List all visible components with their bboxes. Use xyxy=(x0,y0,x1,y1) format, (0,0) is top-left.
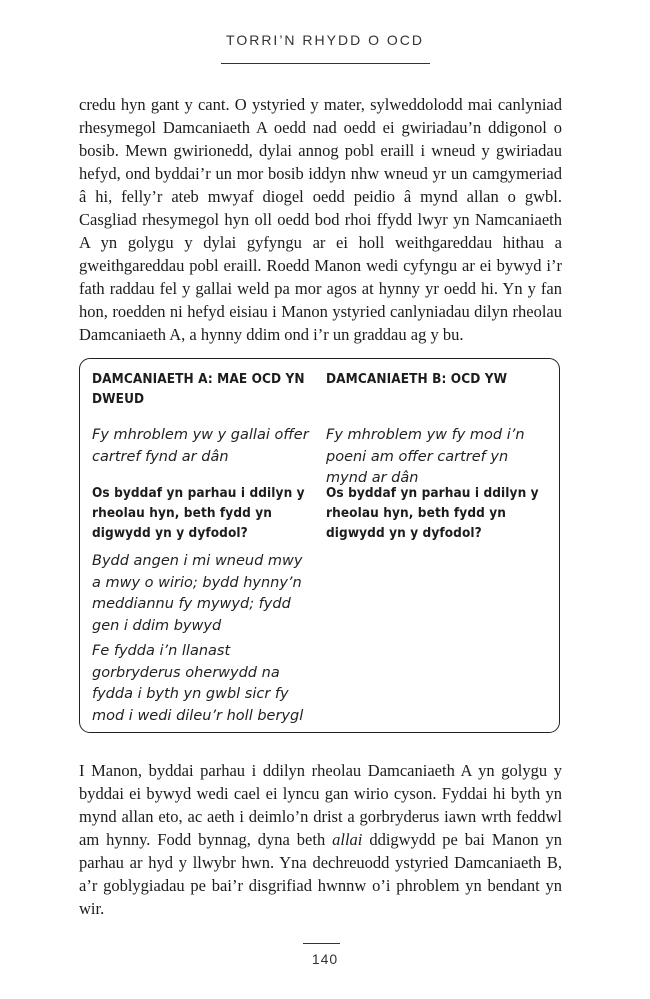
comparison-box xyxy=(79,358,560,733)
paragraph-2-text-a: I Manon, byddai parhau i ddilyn rheolau Damcaniaeth A yn golygu y byddai ei bywyd wedi cael ei lyncu gan wirio cyson. Fyddai hi byth yn mynd allan eto, ac aeth i deimlo’n drist a gorbryderus iawn wrth feddwl am hynny. Fodd bynnag, dyna beth xyxy=(79,761,562,849)
theory-a-answer-1: Bydd angen i mi wneud mwy a mwy o wirio; bydd hynny’n meddiannu fy mywyd; fydd gen i ddim bywyd xyxy=(92,553,303,634)
page-number: 140 xyxy=(311,951,339,967)
theory-a-heading: DAMCANIAETH A: MAE OCD YN DWEUD xyxy=(92,371,305,407)
running-title: TORRI’N RHYDD O OCD xyxy=(226,32,424,48)
theory-b-heading: DAMCANIAETH B: OCD YW xyxy=(326,371,508,387)
theory-b-question: Os byddaf yn parhau i ddilyn y rheolau hyn, beth fydd yn digwydd yn y dyfodol? xyxy=(326,485,539,541)
paragraph-2 xyxy=(79,759,562,920)
theory-a-question: Os byddaf yn parhau i ddilyn y rheolau hyn, beth fydd yn digwydd yn y dyfodol? xyxy=(92,485,305,541)
paragraph-1: credu hyn gant y cant. O ystyried y mater, sylweddolodd mai canlyniad rhesymegol Damcaniaeth A oedd nad oedd ei gwiriadau’n ddigonol o bosib. Mewn gwirionedd, dylai annog pobl eraill i wneud y gwiriadau hefyd, ond byddai’r un mor bosib iddyn nhw wneud yr un camgymeriad â hi, felly’r ateb mwyaf diogel oedd peidio â mynd allan o gwbl. Casgliad rhesymegol hyn oll oedd bod rhoi ffydd lwyr yn Namcaniaeth A yn golygu y dylai gyfyngu ar ei holl weithgareddau hithau a gweithgareddau pobl eraill. Roedd Manon wedi cyfyngu ar ei bywyd i’r fath raddau fel y gallai weld pa mor agos at hynny yr oedd hi. Yn y fan hon, roedden ni hefyd eisiau i Manon ystyried canlyniadau dilyn rheolau Damcaniaeth A, a hynny ddim ond i’r un graddau ag y bu. xyxy=(79,95,562,344)
theory-b-belief: Fy mhroblem yw fy mod i’n poeni am offer cartref yn mynd ar dân xyxy=(326,427,525,486)
paragraph-2-text-b: ddigwydd pe bai Manon yn parhau ar hyd y llwybr hwn. Yna dechreuodd ystyried Damcaniaeth B, a’r goblygiadau pe bai’r disgrifiad hwnnw o’i phroblem yn bendant yn wir. xyxy=(79,830,562,918)
theory-a-belief: Fy mhroblem yw y gallai offer cartref fynd ar dân xyxy=(92,427,309,465)
paragraph-2-emphasis: allai xyxy=(332,830,363,849)
footer-rule xyxy=(303,943,340,944)
header-rule xyxy=(221,63,430,64)
theory-a-answer-2: Fe fydda i’n llanast gorbryderus oherwydd na fydda i byth yn gwbl sicr fy mod i wedi dileu’r holl berygl xyxy=(92,643,304,724)
